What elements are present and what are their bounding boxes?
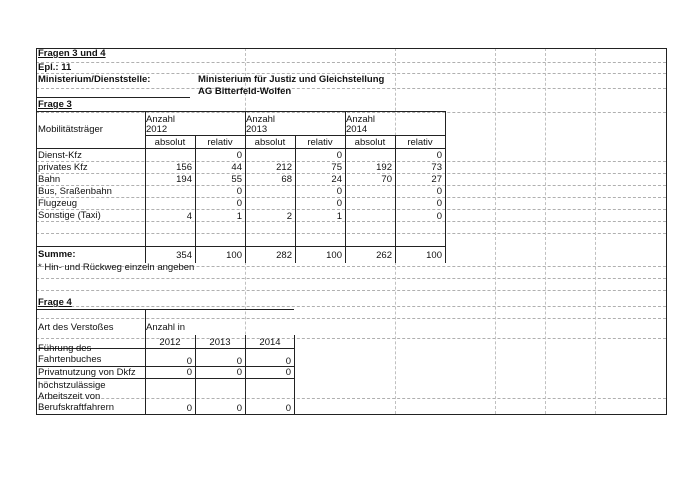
ministry-name: Ministerium für Justiz und Gleichstellung <box>198 74 385 85</box>
frage3-row-label: Bus, Sraßenbahn <box>38 186 112 197</box>
frage3-title: Frage 3 <box>38 99 72 110</box>
frage3-cell: 192 <box>376 162 392 173</box>
frage3-cell: 194 <box>176 174 192 185</box>
frage4-row-label-line1: Führung des <box>38 343 92 354</box>
frage3-row-label: Sonstige (Taxi) <box>38 210 101 221</box>
frage3-cell: 75 <box>331 162 342 173</box>
frage4-cell: 0 <box>285 403 291 414</box>
frage3-sum-cell: 282 <box>276 250 292 261</box>
frage4-cell: 0 <box>285 367 291 378</box>
frage4-row-label-line2: Arbeitszeit von <box>38 391 101 402</box>
frage3-cell: 2 <box>286 211 292 222</box>
frage3-row-label: Bahn <box>38 174 61 185</box>
frage3-row-label: Dienst-Kfz <box>38 150 82 161</box>
frage3-cell: 1 <box>336 211 342 222</box>
frage3-sum-label: Summe: <box>38 249 76 260</box>
frage3-cell: 0 <box>336 198 342 209</box>
frage3-absolut-2013: absolut <box>254 137 286 148</box>
frage3-cell: 73 <box>431 162 442 173</box>
frage3-relativ-2013: relativ <box>307 137 333 148</box>
frage3-year-2014: 2014 <box>346 124 368 135</box>
form-title: Fragen 3 und 4 <box>38 48 106 59</box>
frage4-row-header: Art des Verstoßes <box>38 322 114 333</box>
frage3-top-line <box>36 111 446 112</box>
frage4-row-label: Privatnutzung von Dkfz <box>38 367 136 378</box>
frage4-year-2012: 2012 <box>159 337 181 348</box>
frage3-absolut-2012: absolut <box>154 137 186 148</box>
frage4-cell: 0 <box>236 367 242 378</box>
frage3-anzahl-2012: Anzahl <box>146 114 176 125</box>
office-name: AG Bitterfeld-Wolfen <box>198 86 292 97</box>
frage3-cell: 68 <box>281 174 292 185</box>
frage4-year-2014: 2014 <box>259 337 281 348</box>
frage3-cell: 212 <box>276 162 292 173</box>
frage4-cell: 0 <box>186 367 192 378</box>
frage4-year-2013: 2013 <box>209 337 231 348</box>
frage3-anzahl-2014: Anzahl <box>346 114 376 125</box>
frage3-cell: 0 <box>436 150 442 161</box>
frage3-relativ-2012: relativ <box>207 137 233 148</box>
frage3-sum-cell: 100 <box>326 250 342 261</box>
frage3-cell: 0 <box>436 211 442 222</box>
frage3-cell: 4 <box>186 211 192 222</box>
frage4-top-line <box>36 309 294 310</box>
frage3-cell: 1 <box>236 211 242 222</box>
frage3-cell: 24 <box>331 174 342 185</box>
frage3-year-2012: 2012 <box>146 124 168 135</box>
frage3-sum-cell: 262 <box>376 250 392 261</box>
frage4-cell: 0 <box>186 356 192 367</box>
frage4-anzahl-label: Anzahl in <box>146 322 186 333</box>
frage3-sum-cell: 100 <box>226 250 242 261</box>
frage3-cell: 70 <box>381 174 392 185</box>
frage4-title: Frage 4 <box>38 297 72 308</box>
frage3-cell: 55 <box>231 174 242 185</box>
frage3-cell: 0 <box>236 150 242 161</box>
frage3-anzahl-2013: Anzahl <box>246 114 276 125</box>
frage3-header-bottom-line <box>36 148 446 149</box>
frage3-row-label: Flugzeug <box>38 198 78 209</box>
frage3-cell: 0 <box>436 198 442 209</box>
frage3-cell: 0 <box>436 186 442 197</box>
frage4-row-label-line2: Fahrtenbuches <box>38 354 102 365</box>
frage3-absolut-2014: absolut <box>354 137 386 148</box>
frage3-footnote: * Hin- und Rückweg einzeln angeben <box>38 262 195 273</box>
frage4-cell: 0 <box>186 403 192 414</box>
frage3-cell: 0 <box>236 198 242 209</box>
header-divider <box>36 97 190 98</box>
frage3-cell: 44 <box>231 162 242 173</box>
frage3-cell: 27 <box>431 174 442 185</box>
frage3-sum-cell: 100 <box>426 250 442 261</box>
frage3-sum-line <box>36 246 446 247</box>
frage4-cell: 0 <box>236 403 242 414</box>
frage3-cell: 0 <box>336 150 342 161</box>
frage3-row-header: Mobilitätsträger <box>38 124 103 135</box>
frage3-year-2013: 2013 <box>246 124 268 135</box>
frage3-cell: 0 <box>236 186 242 197</box>
frage3-row-label: privates Kfz <box>38 162 88 173</box>
ministry-label: Ministerium/Dienststelle: <box>38 74 151 85</box>
frage4-row-label-line3: Berufskraftfahrern <box>38 402 115 413</box>
frage4-cell: 0 <box>285 356 291 367</box>
frage3-sum-cell: 354 <box>176 250 192 261</box>
frage4-row-label-line1: höchstzulässige <box>38 380 106 391</box>
frage3-cell: 0 <box>336 186 342 197</box>
frage4-cell: 0 <box>236 356 242 367</box>
frage3-cell: 156 <box>176 162 192 173</box>
frage3-relativ-2014: relativ <box>407 137 433 148</box>
epl-label: Epl.: 11 <box>38 62 72 73</box>
